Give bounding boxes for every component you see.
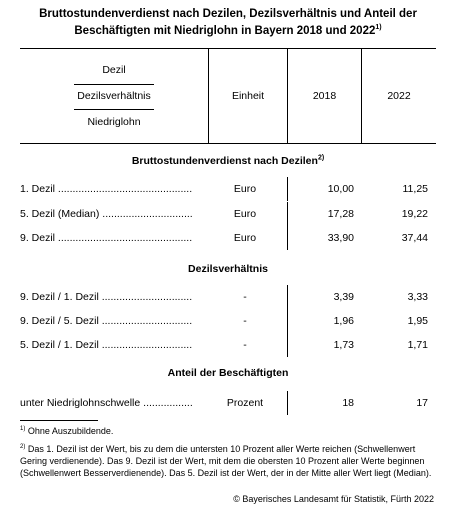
- table-row: [0, 183, 456, 197]
- row-value-2018: 1,96: [333, 315, 354, 327]
- section-title-anteil: Anteil der Beschäftigten: [167, 367, 289, 379]
- row-divider: [287, 285, 288, 309]
- row-label: 1. Dezil ..............................................: [20, 183, 193, 195]
- row-value-2022: 37,44: [401, 232, 428, 244]
- row-label: 5. Dezil / 1. Dezil ...............................: [20, 339, 193, 351]
- section-title-dezilsverhaeltnis: Dezilsverhältnis: [188, 263, 268, 275]
- row-unit: Euro: [233, 208, 257, 220]
- header-sub-rule-1: [74, 84, 154, 85]
- row-divider: [287, 226, 288, 250]
- header-dezil: Dezil: [102, 64, 126, 76]
- row-unit: -: [243, 339, 247, 351]
- row-label: 9. Dezil / 5. Dezil ...............................: [20, 315, 193, 327]
- table-row: [0, 397, 456, 411]
- row-value-2022: 17: [416, 397, 428, 409]
- row-unit: -: [243, 291, 247, 303]
- row-value-2022: 1,71: [407, 339, 428, 351]
- row-value-2018: 3,39: [333, 291, 354, 303]
- row-unit: Euro: [233, 183, 257, 195]
- row-label: 9. Dezil / 1. Dezil ...............................: [20, 291, 193, 303]
- row-value-2018: 18: [342, 397, 354, 409]
- header-niedriglohn: Niedriglohn: [87, 116, 141, 128]
- row-value-2022: 1,95: [407, 315, 428, 327]
- header-dezilsverhaeltnis: Dezilsverhältnis: [77, 90, 151, 102]
- row-value-2018: 10,00: [327, 183, 354, 195]
- title-line-1: Bruttostundenverdienst nach Dezilen, Dezilsverhältnis und Anteil der: [39, 8, 417, 20]
- row-divider: [287, 177, 288, 201]
- section-footnote-mark: 2): [317, 154, 325, 162]
- row-unit: Euro: [233, 232, 257, 244]
- row-divider: [287, 391, 288, 415]
- row-divider: [287, 333, 288, 357]
- header-bottom-rule: [20, 143, 436, 144]
- footnote-1-mark: 1): [20, 426, 26, 432]
- table-title: [0, 6, 456, 40]
- copyright: © Bayerisches Landesamt für Statistik, Fürth 2022: [233, 494, 434, 504]
- table-row: [0, 315, 456, 329]
- row-unit: Prozent: [226, 397, 264, 409]
- header-sub-rule-2: [74, 109, 154, 110]
- row-divider: [287, 309, 288, 333]
- table-row: [0, 208, 456, 222]
- footnote-separator: [20, 420, 98, 421]
- row-label: 5. Dezil (Median) ...............................: [20, 208, 193, 220]
- row-divider: [287, 202, 288, 226]
- footnote-2-mark: 2): [20, 444, 26, 450]
- row-value-2018: 33,90: [327, 232, 354, 244]
- row-value-2022: 3,33: [407, 291, 428, 303]
- row-value-2022: 11,25: [402, 183, 428, 195]
- title-line-2: Beschäftigten mit Niedriglohn in Bayern 2018 und 2022$^{1)}$: [74, 24, 382, 37]
- footnote-2: $^{2)}$ Das 1. Dezil ist der Wert, bis zu dem die untersten 10 Prozent aller Werte reichen (Schwellenwert Gering verdienende). Das 9. Dezil ist der Wert, mit dem die obersten 10 Prozent aller Werte beginnen (Schwellenwert Besserverdienende). Das 5. Dezil ist der Wert, der in der Mitte aller Wert liegt (Median).: [20, 444, 432, 478]
- header-top-rule: [20, 48, 436, 49]
- table-row: [0, 291, 456, 305]
- row-value-2018: 17,28: [327, 208, 354, 220]
- row-value-2018: 1,73: [333, 339, 354, 351]
- row-unit: -: [243, 315, 247, 327]
- table-row: [0, 339, 456, 353]
- header-year-2018: 2018: [312, 90, 337, 102]
- table-row: [0, 232, 456, 246]
- section-title-verdienst: Bruttostundenverdienst nach Dezilen$^{2)}$: [131, 154, 325, 167]
- row-label: unter Niedriglohnschwelle .................: [20, 397, 193, 409]
- title-footnote-mark: 1): [375, 24, 382, 32]
- header-unit: Einheit: [231, 90, 265, 102]
- row-value-2022: 19,22: [401, 208, 428, 220]
- footnote-1: $^{1)}$ Ohne Auszubildende.: [20, 426, 114, 436]
- row-label: 9. Dezil ..............................................: [20, 232, 193, 244]
- header-year-2022: 2022: [387, 90, 411, 102]
